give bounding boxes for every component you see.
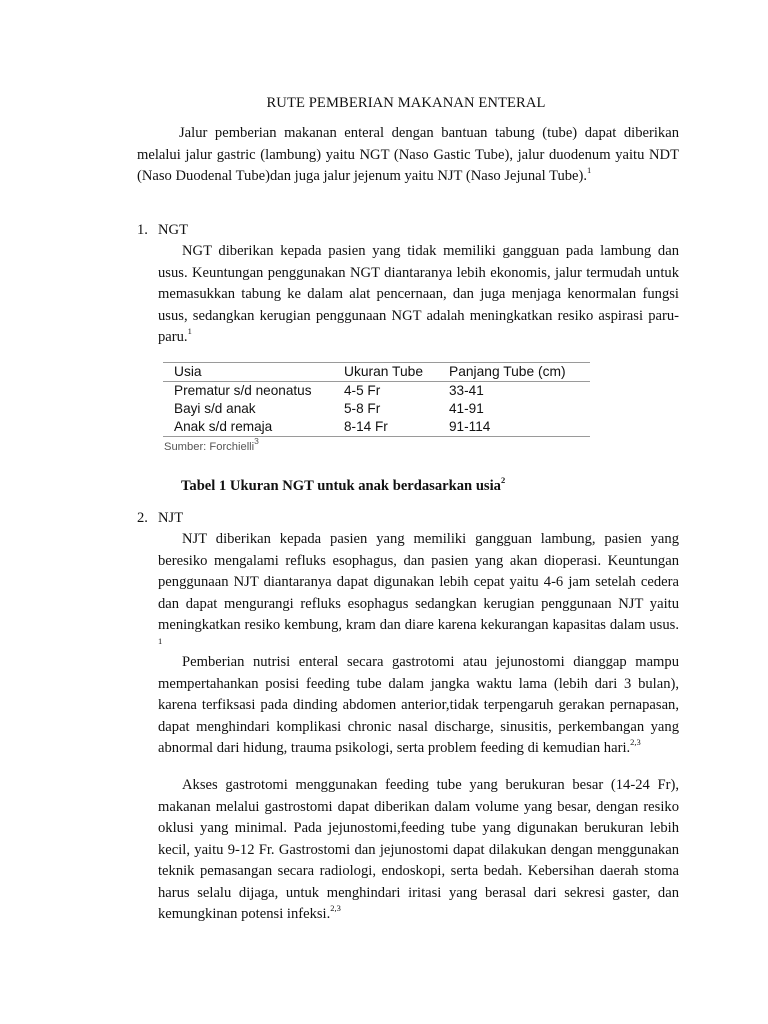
table-source [164,437,259,459]
table-cell: Prematur s/d neonatus [174,383,312,398]
paragraph-text: Pemberian nutrisi enteral secara gastrotomi atau jejunostomi dianggap mampu mempertahankan posisi feeding tube dalam jangka waktu lama (lebih dari 3 bulan), karena terfiksasi pada dinding abdomen anterior,tidak terpengaruh gerakan pernapasan, dapat menghindari komplikasi chronic nasal discharge, sinusitis, perkembangan yang abnormal dari hidung, trauma psikologi, serta problem feeding di kemudian hari. [158,654,679,756]
gastrostomy-access-paragraph [158,775,679,926]
table-header-usia: Usia [174,364,202,379]
document-title: RUTE PEMBERIAN MAKANAN ENTERAL [266,95,546,111]
table-header-panjang: Panjang Tube (cm) [449,364,566,379]
table-top-rule [163,362,590,363]
table-cell: 41-91 [449,401,484,416]
table-header-rule [163,381,590,382]
table-source-text: Sumber: Forchielli [164,441,255,453]
table-cell: 4-5 Fr [344,383,381,398]
njt-paragraph [158,529,679,658]
table-caption [181,476,505,498]
table-cell: 33-41 [449,383,484,398]
section-number: 1. [137,222,148,238]
paragraph-text: NGT diberikan kepada pasien yang tidak memiliki gangguan pada lambung dan usus. Keuntungan penggunakan NGT diantaranya lebih ekonomis, jalur termudah untuk memasukkan tabung ke dalam alat pencernaan, dan juga menjaga kenormalan fungsi usus, sedangkan kerugian penggunaan NGT adalah meningkatkan resiko aspirasi paru-paru. [158,243,679,345]
table-cell: 5-8 Fr [344,401,381,416]
table-caption-reference: 2 [500,475,506,486]
intro-paragraph [137,123,679,188]
section-heading-njt: NJT [158,510,184,526]
intro-reference: 1 [587,165,592,176]
paragraph-reference: 2,3 [630,737,641,748]
section-number: 2. [137,510,148,526]
paragraph-reference: 1 [158,635,163,646]
table-header-ukuran: Ukuran Tube [344,364,423,379]
paragraph-reference: 2,3 [330,903,341,914]
table-cell: Anak s/d remaja [174,419,273,434]
ngt-size-table [161,362,590,454]
paragraph-reference: 1 [187,326,192,337]
table-caption-text: Tabel 1 Ukuran NGT untuk anak berdasarkan usia [181,478,501,494]
paragraph-text: NJT diberikan kepada pasien yang memiliki gangguan lambung, pasien yang beresiko mengalami refluks esophagus, dan pasien yang akan dioperasi. Keuntungan penggunaan NJT diantaranya dapat digunakan lebih cepat yaitu 4-6 jam setelah cedera dan dapat mengurangi refluks esophagus sedangkan kerugian penggunaan NJT yaitu meningkatkan resiko kembung, kram dan diare karena kekurangan kapasitas dalam usus. [158,531,679,633]
section-heading-ngt: NGT [158,222,188,238]
paragraph-text: Akses gastrotomi menggunakan feeding tube yang berukuran besar (14-24 Fr), makanan melalui gastrostomi dapat diberikan dalam volume yang besar, dengan resiko oklusi yang minimal. Pada jejunostomi,feeding tube yang digunakan berukuran lebih kecil, yaitu 9-12 Fr. Gastrostomi dan jejunostomi dapat dilakukan dengan menggunakan teknik pemasangan secara radiologi, endoskopi, serta bedah. Kebersihan daerah stoma harus selalu dijaga, untuk menghindari iritasi yang berasal dari sekresi gaster, dan kemungkinan potensi infeksi. [158,777,679,922]
enteral-nutrition-paragraph [158,652,679,760]
table-source-reference: 3 [254,436,259,447]
table-cell: Bayi s/d anak [174,401,256,416]
table-cell: 8-14 Fr [344,419,388,434]
ngt-paragraph [158,241,679,349]
intro-text: Jalur pemberian makanan enteral dengan bantuan tabung (tube) dapat diberikan melalui jalur gastric (lambung) yaitu NGT (Naso Gastic Tube), jalur duodenum yaitu NDT (Naso Duodenal Tube)dan juga jalur jejenum yaitu NJT (Naso Jejunal Tube). [137,125,679,184]
table-cell: 91-114 [449,419,491,434]
